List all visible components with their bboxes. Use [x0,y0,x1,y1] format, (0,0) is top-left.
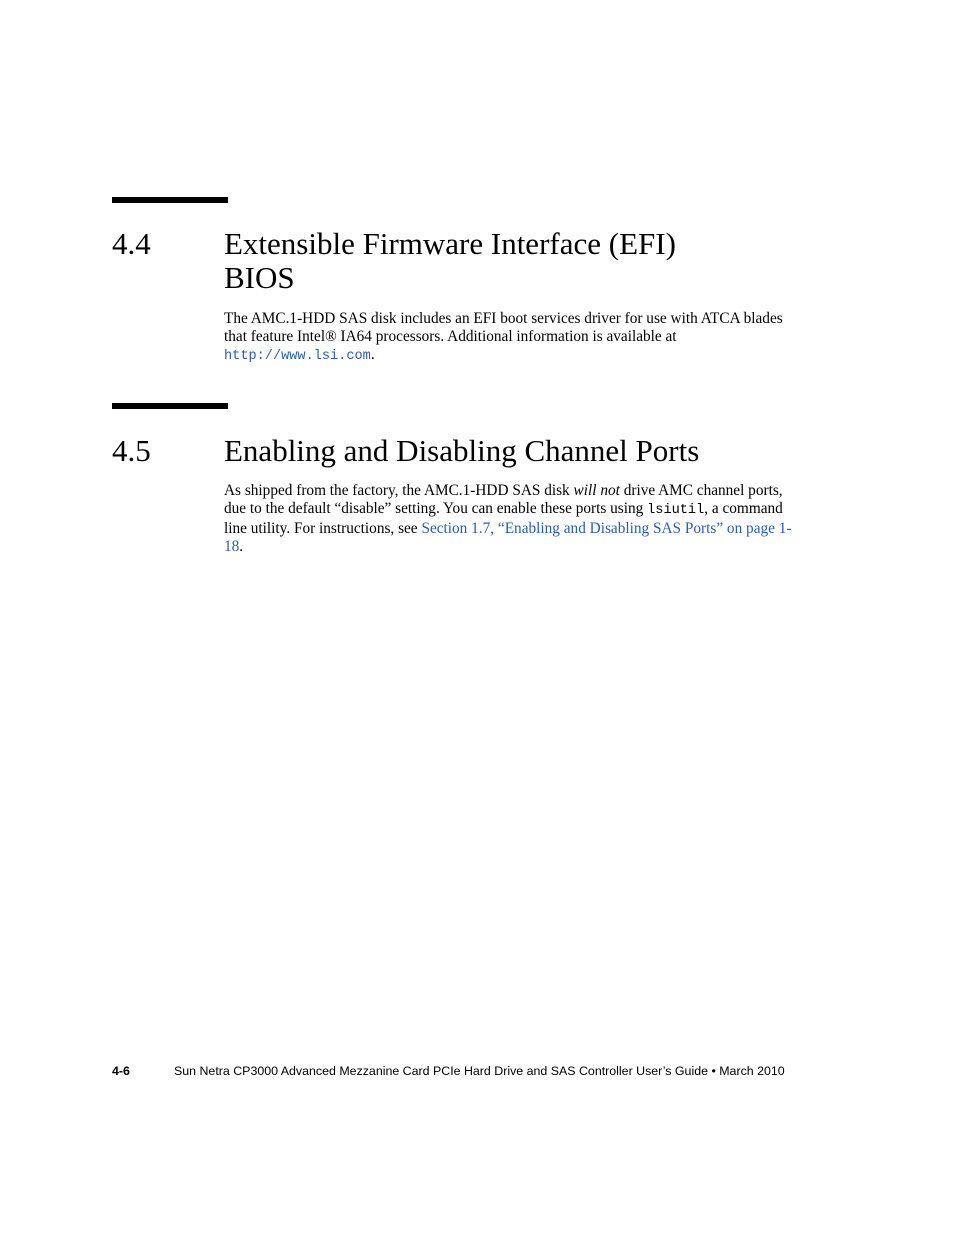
page-number: 4-6 [112,1064,130,1078]
emphasis-text: will not [573,482,620,499]
command-name: lsiutil [647,503,705,518]
paragraph-text: . [370,346,375,363]
footer-separator: • [711,1064,716,1078]
section-number: 4.4 [112,226,151,261]
paragraph-text: The AMC.1-HDD SAS disk includes an EFI boot services driver for use with ATCA blades that feature Intel® IA64 processors. Additional information is available at [224,310,783,345]
section-number: 4.5 [112,433,151,468]
section-rule [112,197,228,203]
section-cross-reference-link[interactable]: Section 1.7, “Enabling and Disabling SAS Ports” on page 1-18 [224,520,792,555]
body-paragraph [224,310,804,366]
section-title: Enabling and Disabling Channel Ports [224,433,700,468]
page-footer [112,1063,785,1079]
paragraph-text: , a command line utility. For instructions, see [224,500,783,537]
footer-date: March 2010 [719,1064,785,1078]
paragraph-text: As shipped from the factory, the AMC.1-HDD SAS disk [224,482,574,499]
section-title-line: BIOS [224,260,295,295]
section-rule [112,403,228,409]
section-title [224,227,844,295]
section-title-line: Extensible Firmware Interface (EFI) [224,226,676,261]
lsi-url-link[interactable]: http://www.lsi.com [224,349,371,364]
paragraph-text: drive AMC channel ports, due to the default “disable” setting. You can enable these ports using [224,482,783,517]
paragraph-text: . [239,538,244,555]
body-paragraph [224,482,804,556]
footer-doc-title: Sun Netra CP3000 Advanced Mezzanine Card PCIe Hard Drive and SAS Controller User’s Guide [174,1064,708,1078]
